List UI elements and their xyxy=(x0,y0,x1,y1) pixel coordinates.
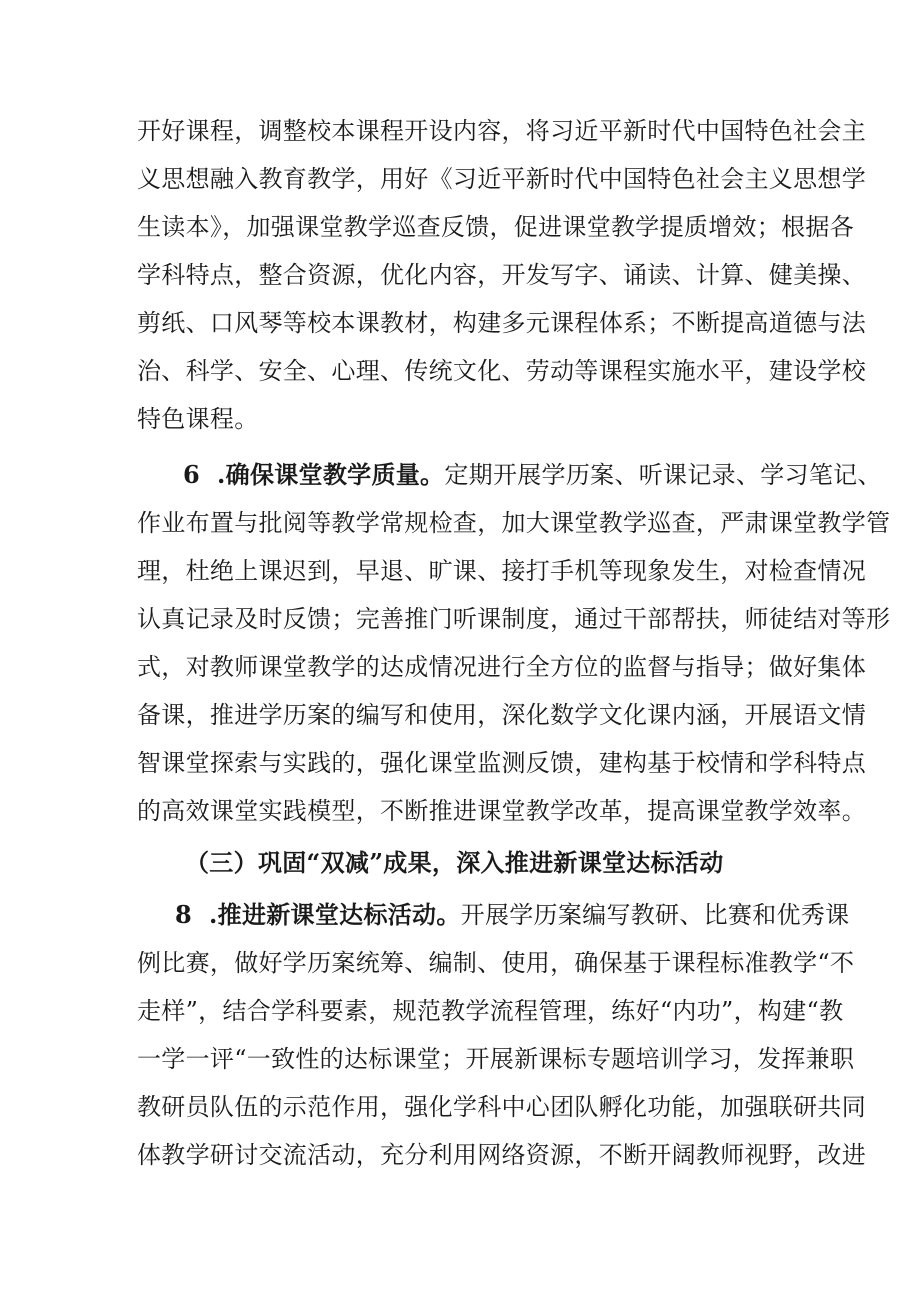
item-number: 8 xyxy=(175,900,192,929)
item-text: 开展学历案编写教研、比赛和优秀课 xyxy=(460,901,850,929)
paragraph-first-line xyxy=(183,460,882,490)
section-heading: （三）巩固“双减”成果，深入推进新课堂达标活动 xyxy=(185,848,724,877)
item-number: 6 xyxy=(183,460,200,489)
text-line: 一学一评“一致性的达标课堂；开展新课标专题培训学习，发挥兼职 xyxy=(137,1045,855,1073)
text-line: 作业布置与批阅等教学常规检查，加大课堂教学巡查，严肃课堂教学管 xyxy=(137,509,891,537)
text-line: 走样”，结合学科要素，规范教学流程管理，练好“内功”，构建“教 xyxy=(137,997,844,1025)
text-line: 学科特点，整合资源，优化内容，开发写字、诵读、计算、健美操、 xyxy=(137,261,866,289)
text-line: 备课，推进学历案的编写和使用，深化数学文化课内涵，开展语文情 xyxy=(137,701,866,729)
text-line: 例比赛，做好学历案统筹、编制、使用，确保基于课程标准教学“不 xyxy=(137,949,855,977)
text-line: 理，杜绝上课迟到，早退、旷课、接打手机等现象发生，对检查情况 xyxy=(137,557,866,585)
text-line: 智课堂探索与实践的，强化课堂监测反馈，建构基于校情和学科特点 xyxy=(137,749,866,777)
paragraph-first-line xyxy=(175,900,849,930)
text-line: 义思想融入教育教学，用好《习近平新时代中国特色社会主义思想学 xyxy=(137,165,866,193)
item-text: 定期开展学历案、听课记录、学习笔记、 xyxy=(444,461,882,489)
text-line: 剪纸、口风琴等校本课教材，构建多元课程体系；不断提高道德与法 xyxy=(137,309,866,337)
text-line: 生读本》，加强课堂教学巡查反馈，促进课堂教学提质增效；根据各 xyxy=(137,213,854,241)
text-line: 认真记录及时反馈；完善推门听课制度，通过干部帮扶，师徒结对等形 xyxy=(137,605,891,633)
text-line: 治、科学、安全、心理、传统文化、劳动等课程实施水平，建设学校 xyxy=(137,357,866,385)
item-heading: .确保课堂教学质量。 xyxy=(217,460,445,489)
text-line: 的高效课堂实践模型，不断推进课堂教学改革，提高课堂教学效率。 xyxy=(137,797,866,825)
item-heading: .推进新课堂达标活动。 xyxy=(209,900,461,929)
text-line: 体教学研讨交流活动，充分利用网络资源，不断开阔教师视野，改进 xyxy=(137,1141,866,1169)
text-line: 教研员队伍的示范作用，强化学科中心团队孵化功能，加强联研共同 xyxy=(137,1093,866,1121)
text-line: 特色课程。 xyxy=(137,405,259,433)
text-line: 式，对教师课堂教学的达成情况进行全方位的监督与指导；做好集体 xyxy=(137,653,866,681)
text-line: 开好课程，调整校本课程开设内容，将习近平新时代中国特色社会主 xyxy=(137,117,866,145)
